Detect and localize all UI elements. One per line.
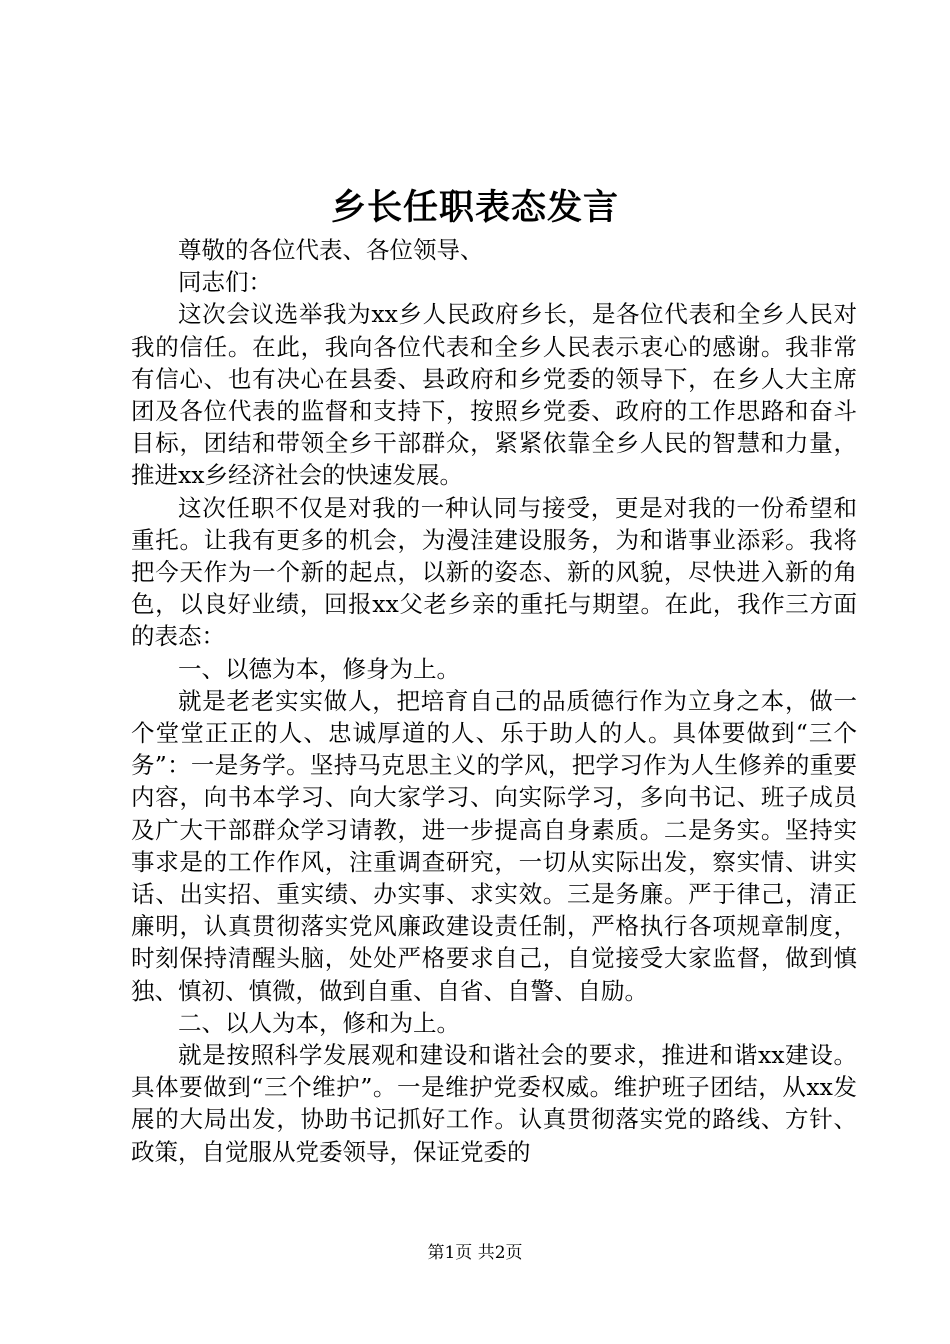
section-heading: 一、以德为本，修身为上。 (178, 654, 460, 683)
body-paragraph: 这次任职不仅是对我的一种认同与接受，更是对我的一份希望和重托。让我有更多的机会，为漫洼建设服务，为和谐事业添彩。我将把今天作为一个新的起点，以新的姿态、新的风貌，尽快进入新的角色，以良好业绩，回报xx父老乡亲的重托与期望。在此，我作三方面的表态： (131, 493, 857, 651)
section-heading: 二、以人为本，修和为上。 (178, 1008, 460, 1037)
page-footer: 第1页 共2页 (427, 1243, 523, 1263)
body-paragraph: 这次会议选举我为xx乡人民政府乡长，是各位代表和全乡人民对我的信任。在此，我向各位代表和全乡人民表示衷心的感谢。我非常有信心、也有决心在县委、县政府和乡党委的领导下，在乡人大主席团及各位代表的监督和支持下，按照乡党委、政府的工作思路和奋斗目标，团结和带领全乡干部群众，紧紧依靠全乡人民的智慧和力量，推进xx乡经济社会的快速发展。 (131, 300, 857, 490)
body-paragraph: 就是老老实实做人，把培育自己的品质德行作为立身之本，做一个堂堂正正的人、忠诚厚道的人、乐于助人的人。具体要做到“三个务”：一是务学。坚持马克思主义的学风，把学习作为人生修养的重要内容，向书本学习、向大家学习、向实际学习，多向书记、班子成员及广大干部群众学习请教，进一步提高自身素质。二是务实。坚持实事求是的工作作风，注重调查研究，一切从实际出发，察实情、讲实话、出实招、重实绩、办实事、求实效。三是务廉。严于律己，清正廉明，认真贯彻落实党风廉政建设责任制，严格执行各项规章制度，时刻保持清醒头脑，处处严格要求自己，自觉接受大家监督，做到慎独、慎初、慎微，做到自重、自省、自警、自励。 (131, 686, 857, 1005)
salutation-line: 同志们： (178, 268, 272, 297)
document-title: 乡长任职表态发言 (330, 187, 619, 228)
document-body (131, 234, 857, 1168)
salutation-line: 尊敬的各位代表、各位领导、 (178, 236, 484, 264)
body-paragraph: 就是按照科学发展观和建设和谐社会的要求，推进和谐xx建设。具体要做到“三个维护”。一是维护党委权威。维护班子团结，从xx发展的大局出发，协助书记抓好工作。认真贯彻落实党的路线、方针、政策，自觉服从党委领导，保证党委的 (131, 1041, 857, 1166)
